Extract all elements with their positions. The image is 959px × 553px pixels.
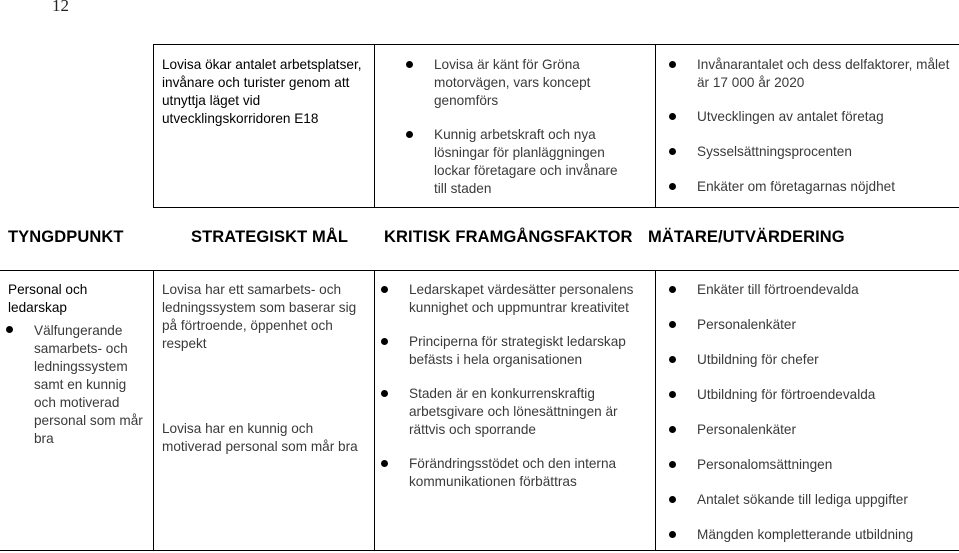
list-item: Staden är en konkurrenskraftig arbetsgivare och lönesättningen är rättvis och sporrande [381,385,651,439]
bullet-icon [669,426,676,433]
col-divider-3 [655,270,656,551]
list-item: Enkäter om företagarnas nöjdhet [669,178,955,196]
list-item: Sysselsättningsprocenten [669,143,955,161]
bullet-icon [669,496,676,503]
list-item: Kunnig arbetskraft och nya lösningar för planläggningen lockar företagare och invånare till staden [406,126,628,198]
bullet-icon [669,391,676,398]
table-section-divider [153,207,959,208]
list-item: Mängden kompletterande utbildning [669,526,955,544]
top-vision-text: Lovisa ökar antalet arbetsplatser, invånare och turister genom att utnyttja läget vid utvecklingskorridoren E18 [162,57,362,126]
measures-list [669,281,955,544]
bottom-table-top-border [0,270,959,271]
focus-area-title: Personal och ledarskap [8,282,88,315]
bullet-icon [669,531,676,538]
heading-focus-area: TYNGDPUNKT [8,228,124,246]
bottom-table-bottom-border [0,550,959,551]
heading-strategic-goal: STRATEGISKT MÅL [191,228,349,246]
heading-measures: MÄTARE/UTVÄRDERING [648,228,845,246]
list-item: Enkäter till förtroendevalda [669,281,955,299]
col-divider-1 [153,270,154,551]
bullet-icon [381,338,388,345]
list-item: Ledarskapet värdesätter personalens kunnighet och uppmuntrar kreativitet [381,281,651,317]
list-item: Utbildning för chefer [669,351,955,369]
bullet-icon [669,321,676,328]
page-number: 12 [52,0,69,15]
bullet-icon [381,390,388,397]
focus-area-list [6,322,150,448]
list-item: Principerna för strategiskt ledarskap befästs i hela organisationen [381,333,651,369]
list-item: Välfungerande samarbets- och ledningssystem samt en kunnig och motiverad personal som mår bra [6,322,150,448]
list-item: Antalet sökande till lediga uppgifter [669,491,955,509]
list-item: Förändringsstödet och den interna kommunikationen förbättras [381,455,651,491]
table-top-border [153,44,959,45]
bullet-icon [669,113,676,120]
bullet-icon [406,61,413,68]
bullet-icon [669,183,676,190]
col-divider-a [153,44,154,208]
col-divider-2 [374,270,375,551]
bullet-icon [381,286,388,293]
goal-text-1: Lovisa har ett samarbets- och ledningssystem som baserar sig på förtroende, öppenhet och respekt [162,282,357,351]
heading-critical-factor: KRITISK FRAMGÅNGSFAKTOR [384,228,633,246]
top-measures-list [669,56,955,196]
list-item: Personalenkäter [669,421,955,439]
list-item: Lovisa är känt för Gröna motorvägen, vars koncept genomförs [406,56,628,110]
top-factors-list [406,56,628,198]
bullet-icon [6,326,13,333]
bullet-icon [669,61,676,68]
list-item: Personalomsättningen [669,456,955,474]
list-item: Utvecklingen av antalet företag [669,108,955,126]
col-divider-c [655,44,656,208]
bullet-icon [669,286,676,293]
list-item: Personalenkäter [669,316,955,334]
col-divider-b [374,44,375,208]
critical-factors-list [381,281,651,491]
bullet-icon [381,460,388,467]
bullet-icon [669,461,676,468]
list-item: Utbildning för förtroendevalda [669,386,955,404]
list-item: Invånarantalet och dess delfaktorer, målet är 17 000 år 2020 [669,56,955,92]
bullet-icon [669,148,676,155]
bullet-icon [669,356,676,363]
bullet-icon [406,131,413,138]
goal-text-2: Lovisa har en kunnig och motiverad personal som mår bra [162,421,358,454]
